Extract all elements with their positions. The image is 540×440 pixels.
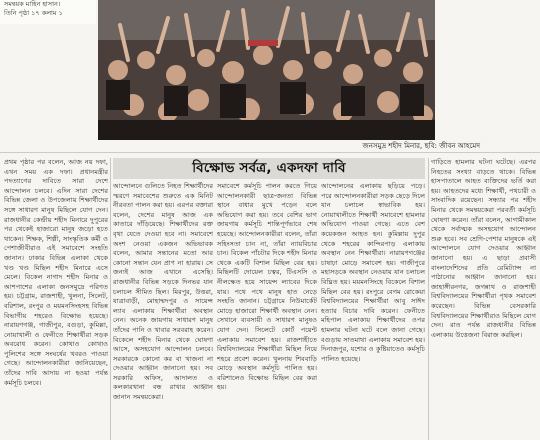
blank-margin	[435, 0, 540, 140]
article-column-2: আন্দোলনে গুলিতে নিহত শিক্ষার্থীদের স্মরণে সমাবেশের শুরুতে এক মিনিট নীরবতা পালন করা হয়। এরপর বক্তারা বলেন, দেশের মানুষ আজ এক কাতারে দাঁড়িয়েছে। শিক্ষার্থীদের রক্ত বৃথা যেতে দেওয়া হবে না। সমাবেশে অংশ নেওয়া একজন অভিভাবক বলেন, আমার সন্তানের মতো আর কোনো সন্তান যেন প্রাণ না হারায়। সে জন্যই আজ এখানে এসেছি। রাজধানীর বিভিন্ন সড়কে দিনভর যান চলাচল সীমিত ছিল। মিরপুর, উত্তরা, যাত্রাবাড়ী, মোহাম্মদপুর ও সায়েন্স ল্যাব এলাকায় শিক্ষার্থীরা অবস্থান নেন। অনেক জায়গায় সাধারণ মানুষ তাঁদের পানি ও খাবার সরবরাহ করেন। বিকেলে শহীদ মিনার থেকে ঘোষণা আসে, অসহযোগ আন্দোলন চলবে। সরকারকে কোনো কর বা খাজনা না দেওয়ার আহ্বান জানানো হয়। সব সরকারি অফিস, আদালত ও কলকারখানা বন্ধ রাখার আহ্বান জানান সমন্বয়কেরা।	[113, 182, 213, 402]
column-rule	[428, 158, 429, 440]
column-rule	[110, 158, 111, 440]
crowd-photo	[98, 0, 435, 140]
continuation-note	[0, 0, 96, 24]
section-divider	[0, 152, 540, 153]
photo-caption: জনসমুদ্র শহীদ মিনার, ছবি: জীবন আহমেদ	[362, 142, 480, 150]
article-column-3: সমাবেশে কর্মসূচি পালন করতে গিয়ে আন্দোলনকারী ছাত্র-জনতা বিভিন্ন স্থানে বাধার মুখে পড়েন বলে অভিযোগ করা হয়। তবে বেশির ভাগ জায়গায় কর্মসূচি শান্তিপূর্ণভাবে শেষ হয়েছে। আন্দোলনকারীরা বলেন, তাঁরা সহিংসতা চান না, তাঁরা ন্যায়বিচার চান। বিকেল পাঁচটার দিকে শহীদ মিনার থেকে একটি বিশাল মিছিল বের হয়। মিছিলটি দোয়েল চত্বর, টিএসসি ও নীলক্ষেত হয়ে সায়েন্স ল্যাবের দিকে যায়। পথে পথে মানুষ হাত নেড়ে সংহতি জানান। চট্টগ্রামে নিউমার্কেট মোড়ে হাজারো শিক্ষার্থী অবস্থান নেন। সেখানে ব্যবসায়ী ও সাধারণ মানুষও যোগ দেন। সিলেটে কোর্ট পয়েন্ট এলাকায় সমাবেশ হয়। রাজশাহীতে বিশ্ববিদ্যালয়ের শিক্ষার্থীরা মিছিল নিয়ে শহরে প্রবেশ করেন। খুলনায় শিববাড়ি মোড়ে অবস্থান কর্মসূচি পালিত হয়। বরিশালেও বিক্ষোভ মিছিল বের করা হয়।	[217, 182, 317, 392]
note-line-2: তিনি পৃষ্ঠা ১৭ কলাম ১	[4, 9, 63, 17]
article-headline: বিক্ষোভ সর্বত্র, একদফা দাবি	[113, 158, 425, 179]
note-line-1: সমন্বয়ক মাহিন হাসান।	[4, 0, 61, 8]
article-column-1: প্রথম পৃষ্ঠার পর বলেন, আজ নয় দফা, এখন সময় এক দফা। প্রধানমন্ত্রীর পদত্যাগের দাবিতে সারা দেশে আন্দোলন চলবে। এদিন সারা দেশের বিভিন্ন জেলা ও উপজেলায় শিক্ষার্থীদের সঙ্গে সাধারণ মানুষ মিছিলে যোগ দেন। রাজধানীর কেন্দ্রীয় শহীদ মিনারে দুপুরের পর থেকেই হাজারো মানুষ জড়ো হতে থাকেন। শিক্ষক, শিল্পী, সাংস্কৃতিক কর্মী ও পেশাজীবীরাও এই সমাবেশে সংহতি জানান। ঢাকার বিভিন্ন এলাকা থেকে খণ্ড খণ্ড মিছিল শহীদ মিনারে এসে মেলে। বিকেল নাগাদ শহীদ মিনার ও আশপাশের এলাকা জনসমুদ্রে পরিণত হয়। চট্টগ্রাম, রাজশাহী, খুলনা, সিলেট, বরিশাল, রংপুর ও ময়মনসিংহসহ বিভিন্ন বিভাগীয় শহরেও বিক্ষোভ হয়েছে। নারায়ণগঞ্জ, গাজীপুর, বগুড়া, কুমিল্লা, নোয়াখালী ও ফেনীতে শিক্ষার্থীরা সড়ক অবরোধ করেন। কোথাও কোথাও পুলিশের সঙ্গে সংঘর্ষের খবরও পাওয়া গেছে। আন্দোলনকারীরা জানিয়েছেন, তাঁদের দাবি আদায় না হওয়া পর্যন্ত কর্মসূচি চলবে।	[4, 158, 108, 387]
article-column-5: গাড়িতে হামলার ঘটনা ঘটেছে। এরপর নিহতের সংখ্যা বাড়তে থাকে। বিভিন্ন হাসপাতালে আহত ব্যক্তিদের ভর্তি করা হয়। আহতদের মধ্যে শিক্ষার্থী, পথচারী ও সাংবাদিক রয়েছেন। সন্ধ্যার পর শহীদ মিনার থেকে সমন্বয়কেরা পরবর্তী কর্মসূচি ঘোষণা করেন। তাঁরা বলেন, আগামীকাল থেকে সর্বাত্মক অসহযোগ আন্দোলন শুরু হবে। সব শ্রেণি-পেশার মানুষকে এই আন্দোলনে যোগ দেওয়ার আহ্বান জানানো হয়। এ ছাড়া প্রবাসী বাংলাদেশিদের প্রতি রেমিট্যান্স না পাঠানোর আহ্বান জানানো হয়। জাহাঙ্গীরনগর, জগন্নাথ ও রাজশাহী বিশ্ববিদ্যালয়ের শিক্ষার্থীরা পৃথক সমাবেশ করেছেন। বিভিন্ন বেসরকারি বিশ্ববিদ্যালয়ের শিক্ষার্থীরাও মিছিলে যোগ দেন। রাত পর্যন্ত রাজধানীর বিভিন্ন এলাকায় উত্তেজনা বিরাজ করছিল।	[431, 158, 536, 339]
article-column-4: আন্দোলনের এলাকায় ছড়িয়ে পড়ে। পরে আন্দোলনকারীরা সড়ক ছেড়ে দিলে যান চলাচল স্বাভাবিক হয়। নোয়াখালীতে শিক্ষার্থী সমাবেশে হামলার অভিযোগ পাওয়া গেছে। এতে বেশ কয়েকজন আহত হন। কুমিল্লায় দুপুর থেকে শহরের কান্দিরপাড় এলাকায় অবস্থান নেন শিক্ষার্থীরা। নারায়ণগঞ্জের চাষাঢ়া মোড়ে সমাবেশ হয়। গাজীপুরে মহাসড়কে অবস্থান নেওয়ায় যান চলাচল বিঘ্নিত হয়। ময়মনসিংহে বিকেলে বিশাল মিছিল বের হয়। রংপুরে বেগম রোকেয়া বিশ্ববিদ্যালয়ের শিক্ষার্থীরা আবু সাঈদ হত্যার বিচার দাবি করেন। ফেনীতে মহিপাল এলাকায় শিক্ষার্থীদের ওপর হামলার ঘটনা ঘটে বলে জানা গেছে। বগুড়ায় সাতমাথা এলাকায় সমাবেশ হয়। দিনাজপুর, যশোর ও কুষ্টিয়াতেও কর্মসূচি পালিত হয়েছে।	[321, 182, 425, 363]
